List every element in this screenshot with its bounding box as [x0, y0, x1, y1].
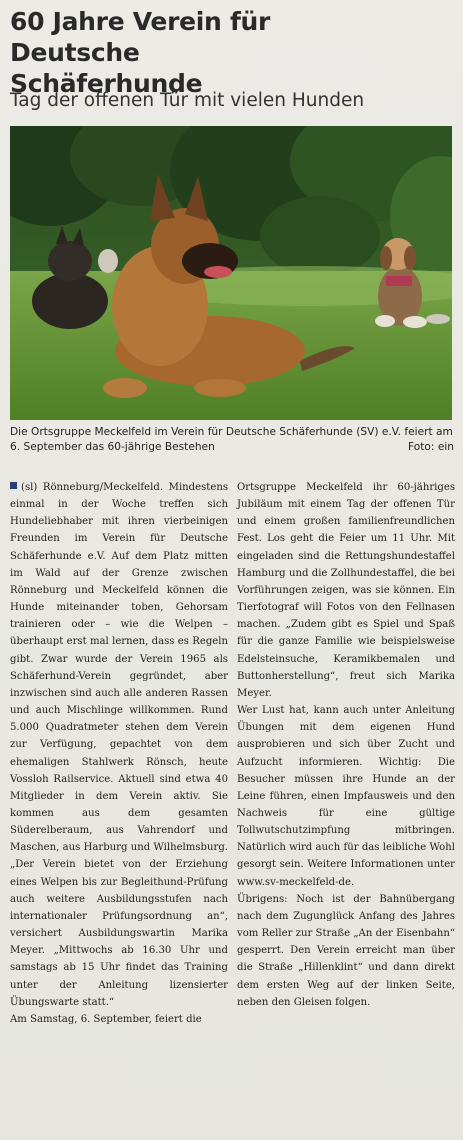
- right-column-paragraph-2: Wer Lust hat, kann auch unter Anleitung Übungen mit dem eigenen Hund ausprobieren und sich über Zucht und Aufzucht informieren. Wichtig: Die Besucher müssen ihre Hunde an der Leine führen, einen Impfausweis und den Nachweis für eine gültige Tollwutschutzimpfung mitbringen. Natürlich wird auch für das leibliche Wohl gesorgt sein. Weitere Informationen unter www.sv-meckelfeld-de.: [237, 705, 455, 888]
- headline-line-2: Schäferhunde: [10, 69, 203, 98]
- article-subheadline: Tag der offenen Tür mit vielen Hunden: [10, 90, 365, 111]
- right-column-paragraph-3: Übrigens: Noch ist der Bahnübergang nach dem Zugunglück Anfang des Jahres vom Reller zur Straße „An der Eisenbahn“ gesperrt. Den Verein erreicht man über die Straße „Hillenklint“ und dann direkt dem ersten Weg auf der linken Seite, neben den Gleisen folgen.: [237, 893, 455, 1008]
- article-headline: [10, 6, 390, 99]
- article-column-left: [10, 479, 228, 1028]
- photo-credit: Foto: ein: [408, 441, 454, 453]
- right-column-paragraph-1: Ortsgruppe Meckelfeld ihr 60-jähriges Jubiläum mit einem Tag der offenen Tür und einem großen familienfreundlichen Fest. Los geht die Feier um 11 Uhr. Mit eingeladen sind die Rettungshundestaffel Hamburg und die Zollhundestaffel, die bei Vorführungen zeigen, was sie können. Ein Tierfotograf will Fotos von den Fellnasen machen. „Zudem gibt es Spiel und Spaß für die ganze Familie wie beispielsweise Edelsteinsuche, Keramikbemalen und Buttonherstellung“, freut sich Marika Meyer.: [237, 482, 455, 699]
- dogs-photo-illustration: [10, 126, 452, 420]
- square-marker-icon: [10, 482, 17, 489]
- left-column-text: (sl) Rönneburg/Meckelfeld. Mindestens einmal in der Woche treffen sich Hundeliebhaber mit ihren vierbeinigen Freunden im Verein für Deutsche Schäferhunde e.V. Auf dem Platz mitten im Wald auf der Grenze zwischen Rönneburg und Meckelfeld können die Hunde miteinander toben, Gehorsam trainieren oder – wie die Welpen – überhaupt erst mal lernen, dass es Regeln gibt. Zwar wurde der Verein 1965 als Schäferhund-Verein gegründet, aber inzwischen sind auch alle anderen Rassen und auch Mischlinge willkommen. Rund 5.000 Quadratmeter stehen dem Verein zur Verfügung, gepachtet von dem ehemaligen Stahlwerk Rönsch, heute Vossloh Railservice. Aktuell sind etwa 40 Mitglieder in dem Verein aktiv. Sie kommen aus dem gesamten Süderelberaum, aus Vahrendorf und Maschen, aus Harburg und Wilhelmsburg. „Der Verein bietet von der Erziehung eines Welpen bis zur Begleithund-Prüfung auch weitere Ausbildungsstufen nach internationaler Prüfungsordnung an“, versichert Ausbildungswartin Marika Meyer. „Mittwochs ab 16.30 Uhr und samstags ab 15 Uhr findet das Training unter der Anleitung lizensierter Übungswarte statt.“: [10, 482, 228, 1008]
- left-column-paragraph: [10, 479, 228, 1011]
- caption-text: Die Ortsgruppe Meckelfeld im Verein für Deutsche Schäferhunde (SV) e.V. feiert am 6. September das 60-jährige Bestehen: [10, 426, 453, 453]
- left-column-last-line: Am Samstag, 6. September, feiert die: [10, 1013, 202, 1025]
- headline-line-1: 60 Jahre Verein für Deutsche: [10, 7, 271, 67]
- photo-caption: [10, 425, 454, 455]
- article-column-right: [237, 479, 455, 1011]
- article-photo: [10, 126, 452, 420]
